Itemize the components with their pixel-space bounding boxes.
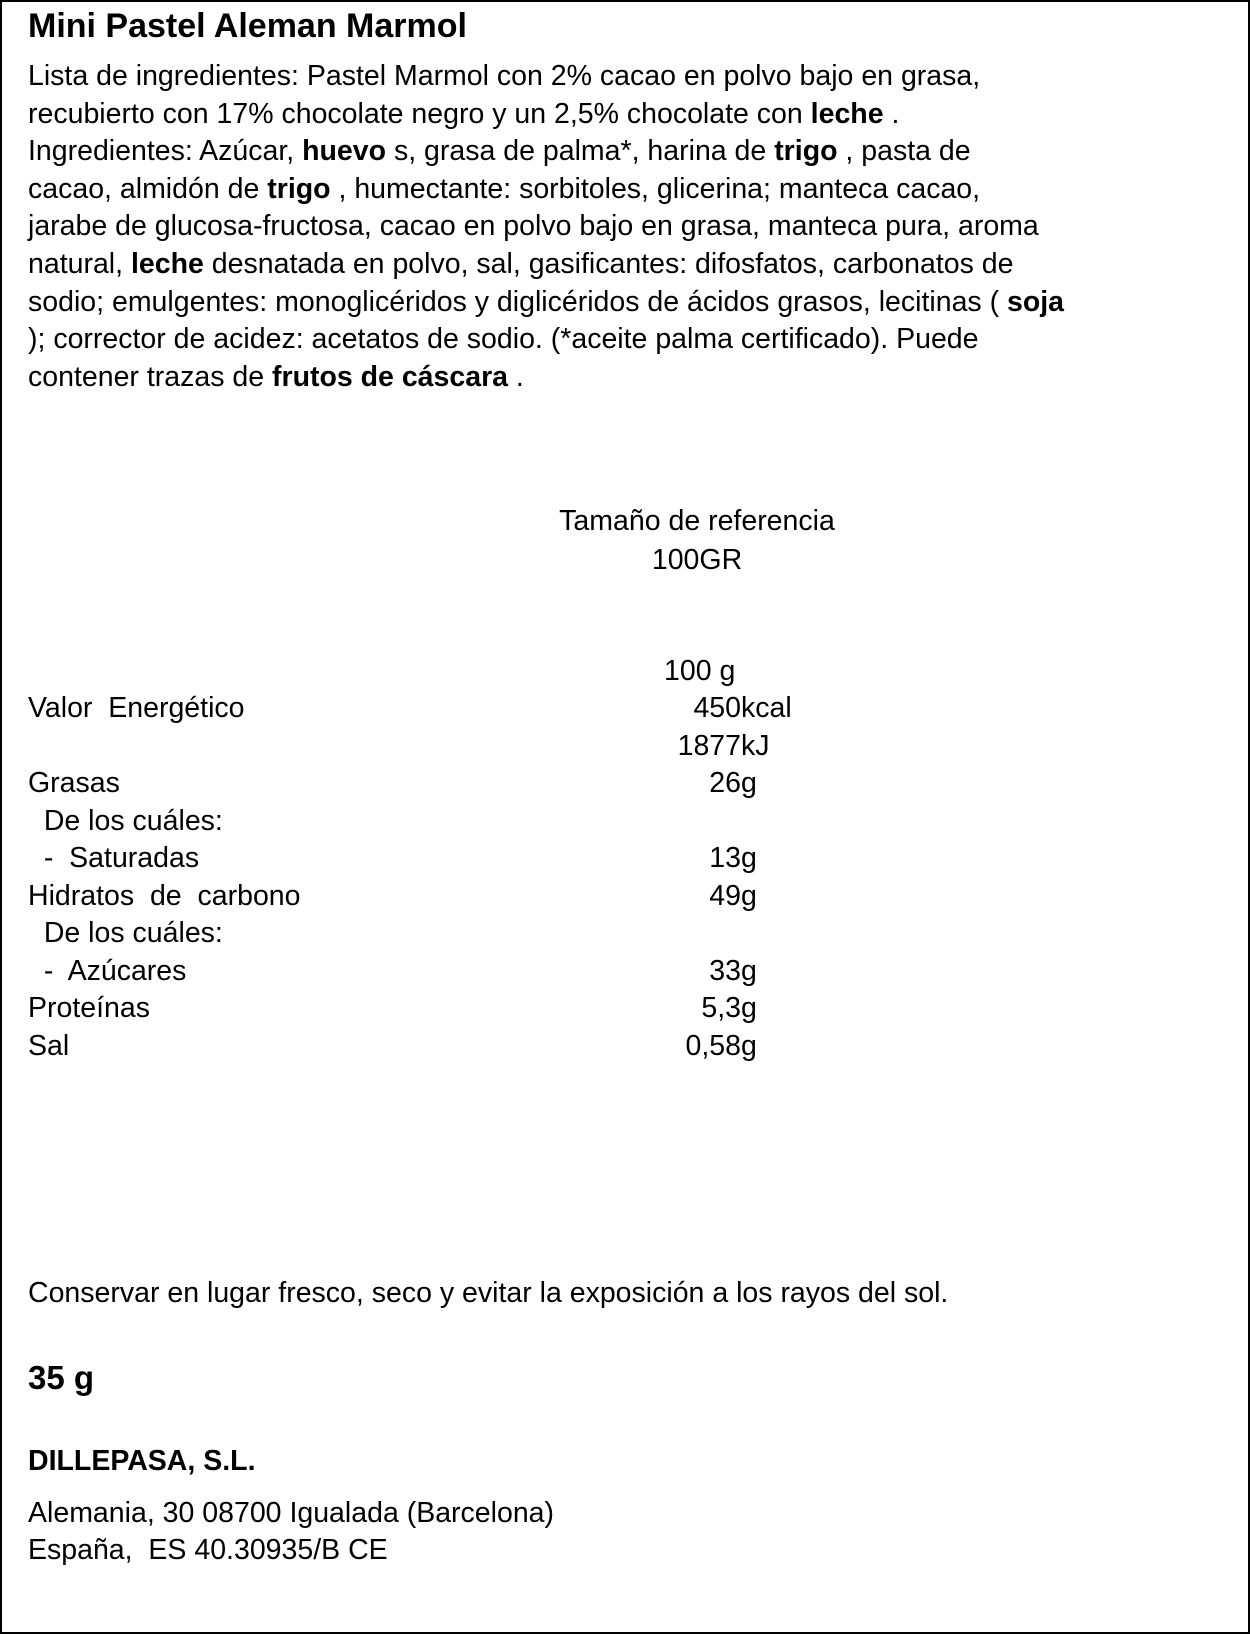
nutrition-amount: 49: [709, 879, 741, 912]
nutrition-label: De los cuáles:: [28, 804, 223, 837]
ingredients-text: Lista de ingredientes: Pastel Marmol con 2% cacao en polvo bajo en grasa,: [28, 60, 981, 92]
nutrition-amount: 0,58: [685, 1029, 741, 1062]
nutrition-label: Hidratos de carbono: [28, 879, 301, 912]
nutrition-row: [28, 803, 1228, 840]
ingredients-text: contener trazas de: [28, 360, 272, 393]
nutrition-row: [28, 690, 1228, 727]
nutrition-unit: g: [741, 954, 757, 987]
nutrition-label: - Azúcares: [28, 954, 187, 987]
nutrition-amount: 1877: [677, 729, 741, 762]
nutrition-amount: 33: [709, 954, 741, 987]
allergen-text: trigo: [774, 135, 838, 168]
allergen-text: leche: [810, 97, 884, 130]
nutrition-row: [28, 878, 1228, 915]
reference-size-label: Tamaño de referencia: [559, 505, 835, 537]
reference-size-amount: 100GR: [651, 544, 743, 576]
net-weight: 35 g: [28, 1359, 95, 1396]
nutrition-unit: g: [741, 879, 757, 912]
company-address: Alemania, 30 08700 Igualada (Barcelona): [28, 1497, 555, 1529]
ingredients-text: s, grasa de palma*, harina de: [386, 135, 775, 168]
ingredients-text: recubierto con 17% chocolate negro y un 2,5% chocolate con: [28, 97, 811, 130]
nutrition-unit: g: [741, 1029, 757, 1062]
nutrition-value: [621, 1028, 757, 1065]
nutrition-column-header: 100 g: [664, 655, 736, 687]
ingredients-text: sodio; emulgentes: monoglicéridos y diglicéridos de ácidos grasos, lecitinas (: [28, 285, 1007, 318]
nutrition-value: [621, 765, 757, 802]
nutrition-value: [621, 728, 770, 765]
ingredients-text: jarabe de glucosa-fructosa, cacao en polvo bajo en grasa, manteca pura, aroma: [28, 210, 1039, 243]
nutrition-unit: g: [741, 992, 757, 1024]
ingredients-list: [28, 58, 1228, 396]
nutrition-unit: kcal: [741, 692, 792, 724]
nutrition-amount: 450: [693, 692, 741, 724]
nutrition-row: [28, 915, 1228, 952]
nutrition-value: [621, 953, 757, 990]
allergen-text: trigo: [267, 172, 331, 205]
nutrition-amount: 26: [709, 767, 741, 799]
nutrition-value: [621, 878, 757, 915]
nutrition-row: [28, 1028, 1228, 1065]
ingredients-line: [28, 133, 1228, 171]
nutrition-unit: g: [741, 767, 757, 799]
ingredients-text: Ingredientes: Azúcar,: [28, 135, 303, 168]
nutrition-row: [28, 840, 1228, 877]
storage-instructions: Conservar en lugar fresco, seco y evitar la exposición a los rayos del sol.: [28, 1277, 949, 1309]
nutrition-row: [28, 990, 1228, 1027]
nutrition-label: Valor Energético: [28, 692, 245, 724]
nutrition-label: De los cuáles:: [28, 917, 223, 949]
allergen-text: huevo: [302, 135, 387, 168]
ingredients-line: [28, 171, 1228, 209]
ingredients-text: cacao, almidón de: [28, 172, 268, 205]
nutrition-row: [28, 953, 1228, 990]
allergen-text: frutos de cáscara: [271, 360, 509, 393]
ingredients-text: desnatada en polvo, sal, gasificantes: difosfatos, carbonatos de: [203, 247, 1014, 280]
nutrition-label: Grasas: [28, 767, 120, 799]
ingredients-text: natural,: [28, 247, 131, 280]
ingredients-line: [28, 359, 1228, 397]
nutrition-unit: g: [741, 842, 757, 874]
ingredients-text: .: [508, 360, 524, 393]
company-name: DILLEPASA, S.L.: [28, 1445, 256, 1477]
nutrition-value: [621, 990, 757, 1027]
nutrition-label: - Saturadas: [28, 842, 200, 874]
nutrition-row: [28, 765, 1228, 802]
nutrition-value: [621, 690, 792, 727]
ingredients-text: , pasta de: [837, 135, 971, 168]
nutrition-header-row: [28, 653, 1228, 690]
nutrition-label: Sal: [28, 1029, 70, 1062]
nutrition-value: [621, 840, 757, 877]
ingredients-line: [28, 58, 1228, 96]
nutrition-amount: 5,3: [701, 992, 741, 1024]
nutrition-unit: kJ: [741, 729, 770, 762]
company-registry: España, ES 40.30935/B CE: [28, 1534, 388, 1566]
allergen-text: soja: [1007, 285, 1065, 318]
ingredients-line: [28, 284, 1228, 322]
ingredients-text: ); corrector de acidez: acetatos de sodio. (*aceite palma certificado). Puede: [28, 323, 979, 356]
ingredients-text: .: [883, 97, 900, 130]
nutrition-label: Proteínas: [28, 992, 150, 1024]
ingredients-text: , humectante: sorbitoles, glicerina; manteca cacao,: [330, 172, 981, 205]
ingredients-line: [28, 321, 1228, 359]
nutrition-row: [28, 728, 1228, 765]
nutrition-amount: 13: [709, 842, 741, 874]
allergen-text: leche: [130, 247, 204, 280]
product-title: Mini Pastel Aleman Marmol: [28, 7, 467, 45]
ingredients-line: [28, 246, 1228, 284]
ingredients-line: [28, 208, 1228, 246]
ingredients-line: [28, 96, 1228, 134]
